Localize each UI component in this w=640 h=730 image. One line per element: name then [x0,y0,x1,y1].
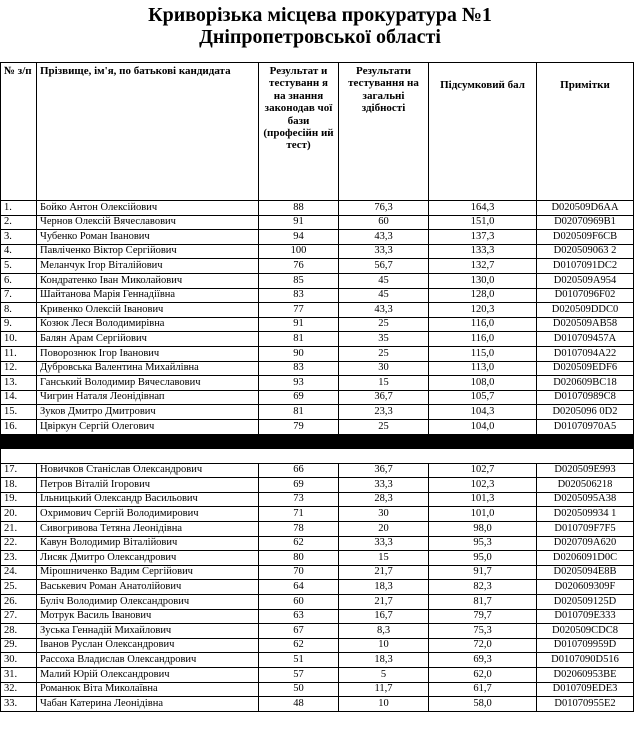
professional-test-score: 66 [259,463,339,478]
candidate-name: Кривенко Олексій Іванович [37,303,259,318]
total-score: 82,3 [429,580,537,595]
row-number: 10. [1,332,37,347]
professional-test-score: 94 [259,230,339,245]
candidate-name: Ганський Володимир Вячеславович [37,376,259,391]
candidate-name: Чернов Олексій Вячеславович [37,215,259,230]
general-abilities-score: 20 [339,522,429,537]
general-abilities-score: 15 [339,376,429,391]
candidate-code: D020609BC18 [537,376,634,391]
professional-test-score: 88 [259,201,339,216]
professional-test-score: 80 [259,551,339,566]
professional-test-score: 83 [259,288,339,303]
professional-test-score: 57 [259,668,339,683]
candidate-code: D0205095A38 [537,492,634,507]
candidate-name: Балян Арам Сергійович [37,332,259,347]
table-row [1,332,634,347]
row-number: 21. [1,522,37,537]
table-row [1,259,634,274]
professional-test-score: 51 [259,653,339,668]
total-score: 151,0 [429,215,537,230]
total-score: 116,0 [429,317,537,332]
candidate-code: D01070989C8 [537,390,634,405]
table-row [1,405,634,420]
table-row [1,668,634,683]
general-abilities-score: 36,7 [339,390,429,405]
total-score: 95,0 [429,551,537,566]
general-abilities-score: 25 [339,419,429,434]
candidate-name: Павліченко Віктор Сергійович [37,244,259,259]
total-score: 105,7 [429,390,537,405]
table-row [1,478,634,493]
professional-test-score: 90 [259,346,339,361]
total-score: 58,0 [429,697,537,712]
row-number: 16. [1,419,37,434]
general-abilities-score: 18,3 [339,580,429,595]
table-row [1,580,634,595]
candidate-name: Васькевич Роман Анатолійович [37,580,259,595]
candidate-code: D020509D6AA [537,201,634,216]
candidate-name: Козюк Леся Володимирівна [37,317,259,332]
candidate-code: D02070969B1 [537,215,634,230]
table-row [1,522,634,537]
total-score: 104,0 [429,419,537,434]
candidate-code: D020609309F [537,580,634,595]
candidate-code: D0107094A22 [537,346,634,361]
table-row [1,361,634,376]
row-number: 4. [1,244,37,259]
candidate-name: Рассоха Владислав Олександрович [37,653,259,668]
professional-test-score: 60 [259,595,339,610]
row-number: 7. [1,288,37,303]
table-row [1,492,634,507]
row-number: 29. [1,638,37,653]
candidate-name: Лисяк Дмитро Олександрович [37,551,259,566]
row-number: 12. [1,361,37,376]
total-score: 79,7 [429,609,537,624]
general-abilities-score: 23,3 [339,405,429,420]
table-row [1,230,634,245]
separator-gap [1,449,634,464]
total-score: 61,7 [429,682,537,697]
header-name: Прізвище, ім'я, по батькові кандидата [37,63,259,201]
candidate-code: D020509125D [537,595,634,610]
row-number: 22. [1,536,37,551]
total-score: 102,3 [429,478,537,493]
table-body-group-1 [1,201,634,435]
table-row [1,376,634,391]
total-score: 81,7 [429,595,537,610]
candidate-name: Ільницький Олександр Васильович [37,492,259,507]
general-abilities-score: 15 [339,551,429,566]
row-number: 26. [1,595,37,610]
total-score: 108,0 [429,376,537,391]
header-notes: Примітки [537,63,634,201]
candidate-name: Мотрук Василь Іванович [37,609,259,624]
candidate-name: Малий Юрій Олександрович [37,668,259,683]
row-number: 23. [1,551,37,566]
general-abilities-score: 21,7 [339,595,429,610]
row-number: 28. [1,624,37,639]
professional-test-score: 69 [259,478,339,493]
professional-test-score: 83 [259,361,339,376]
table-header-row [1,63,634,201]
title-line-2: Дніпропетровської області [199,26,441,48]
document-title [0,4,640,48]
professional-test-score: 62 [259,536,339,551]
general-abilities-score: 43,3 [339,230,429,245]
table-row [1,551,634,566]
total-score: 132,7 [429,259,537,274]
total-score: 133,3 [429,244,537,259]
candidate-name: Чигрин Наталя Леонідівнап [37,390,259,405]
professional-test-score: 63 [259,609,339,624]
general-abilities-score: 25 [339,317,429,332]
table-row [1,624,634,639]
total-score: 101,3 [429,492,537,507]
general-abilities-score: 18,3 [339,653,429,668]
candidate-name: Іванов Руслан Олександрович [37,638,259,653]
total-score: 164,3 [429,201,537,216]
candidate-name: Меланчук Ігор Віталійович [37,259,259,274]
table-row [1,463,634,478]
table-row [1,419,634,434]
professional-test-score: 69 [259,390,339,405]
candidate-name: Зуков Дмитро Дмитрович [37,405,259,420]
general-abilities-score: 45 [339,273,429,288]
candidate-code: D020509DDC0 [537,303,634,318]
candidate-name: Новичков Станіслав Олександрович [37,463,259,478]
table-row [1,390,634,405]
candidate-name: Охримович Сергій Володимирович [37,507,259,522]
candidate-code: D0107091DC2 [537,259,634,274]
row-number: 13. [1,376,37,391]
table-row [1,536,634,551]
candidate-name: Чубенко Роман Іванович [37,230,259,245]
row-number: 3. [1,230,37,245]
candidate-name: Сивогривова Тетяна Леонідівна [37,522,259,537]
professional-test-score: 100 [259,244,339,259]
general-abilities-score: 30 [339,361,429,376]
general-abilities-score: 56,7 [339,259,429,274]
header-professional-test: Результат и тестуванн я на знання законодав чої бази (професійн ий тест) [259,63,339,201]
professional-test-score: 81 [259,332,339,347]
candidate-name: Кавун Володимир Віталійович [37,536,259,551]
table-row [1,565,634,580]
candidate-name: Шайтанова Марія Геннадіївна [37,288,259,303]
row-number: 20. [1,507,37,522]
total-score: 115,0 [429,346,537,361]
professional-test-score: 76 [259,259,339,274]
candidate-code: D020509E993 [537,463,634,478]
candidate-code: D020506218 [537,478,634,493]
table-row [1,201,634,216]
candidate-code: D0205094E8B [537,565,634,580]
general-abilities-score: 33,3 [339,478,429,493]
candidate-name: Буліч Володимир Олександрович [37,595,259,610]
table-row [1,638,634,653]
general-abilities-score: 60 [339,215,429,230]
total-score: 101,0 [429,507,537,522]
table-row [1,697,634,712]
professional-test-score: 50 [259,682,339,697]
total-score: 128,0 [429,288,537,303]
candidate-code: D020509A954 [537,273,634,288]
general-abilities-score: 33,3 [339,536,429,551]
table-row [1,215,634,230]
candidate-code: D01070970A5 [537,419,634,434]
candidate-name: Петров Віталій Ігорович [37,478,259,493]
professional-test-score: 71 [259,507,339,522]
professional-test-score: 78 [259,522,339,537]
candidate-code: D01070955E2 [537,697,634,712]
candidate-code: D0107096F02 [537,288,634,303]
table-row [1,653,634,668]
general-abilities-score: 43,3 [339,303,429,318]
professional-test-score: 67 [259,624,339,639]
row-number: 15. [1,405,37,420]
total-score: 102,7 [429,463,537,478]
total-score: 116,0 [429,332,537,347]
row-number: 33. [1,697,37,712]
row-number: 30. [1,653,37,668]
candidate-code: D010709EDE3 [537,682,634,697]
row-number: 19. [1,492,37,507]
candidate-name: Цвіркун Сергій Олегович [37,419,259,434]
candidate-code: D020509CDC8 [537,624,634,639]
candidate-code: D020509063 2 [537,244,634,259]
total-score: 113,0 [429,361,537,376]
general-abilities-score: 45 [339,288,429,303]
table-row [1,682,634,697]
candidate-code: D010709E333 [537,609,634,624]
row-number: 5. [1,259,37,274]
candidate-code: D020509EDF6 [537,361,634,376]
header-num: № з/п [1,63,37,201]
total-score: 130,0 [429,273,537,288]
candidate-code: D020509AB58 [537,317,634,332]
candidate-code: D010709F7F5 [537,522,634,537]
general-abilities-score: 5 [339,668,429,683]
header-general-abilities: Результати тестування на загальні здібності [339,63,429,201]
general-abilities-score: 21,7 [339,565,429,580]
candidate-name: Чабан Катерина Леонідівна [37,697,259,712]
row-number: 31. [1,668,37,683]
general-abilities-score: 28,3 [339,492,429,507]
professional-test-score: 70 [259,565,339,580]
candidate-name: Дубровська Валентина Михайлівна [37,361,259,376]
professional-test-score: 85 [259,273,339,288]
table-body-group-2 [1,463,634,711]
candidate-name: Зуська Геннадій Михайлович [37,624,259,639]
total-score: 72,0 [429,638,537,653]
table-row [1,346,634,361]
total-score: 98,0 [429,522,537,537]
professional-test-score: 91 [259,317,339,332]
candidate-name: Кондратенко Іван Миколайович [37,273,259,288]
total-score: 95,3 [429,536,537,551]
total-score: 75,3 [429,624,537,639]
candidate-name: Мірошниченко Вадим Сергійович [37,565,259,580]
candidate-name: Поворознюк Ігор Іванович [37,346,259,361]
candidate-code: D020509F6CB [537,230,634,245]
table-separator [1,434,634,463]
professional-test-score: 81 [259,405,339,420]
table-row [1,595,634,610]
general-abilities-score: 36,7 [339,463,429,478]
professional-test-score: 73 [259,492,339,507]
candidate-code: D020509934 1 [537,507,634,522]
row-number: 18. [1,478,37,493]
total-score: 69,3 [429,653,537,668]
table-row [1,273,634,288]
total-score: 120,3 [429,303,537,318]
professional-test-score: 48 [259,697,339,712]
candidate-code: D0205096 0D2 [537,405,634,420]
candidate-code: D010709457A [537,332,634,347]
general-abilities-score: 25 [339,346,429,361]
general-abilities-score: 8,3 [339,624,429,639]
total-score: 137,3 [429,230,537,245]
row-number: 8. [1,303,37,318]
candidate-code: D02060953BE [537,668,634,683]
table-row [1,609,634,624]
total-score: 62,0 [429,668,537,683]
professional-test-score: 77 [259,303,339,318]
candidate-name: Бойко Антон Олексійович [37,201,259,216]
professional-test-score: 93 [259,376,339,391]
general-abilities-score: 30 [339,507,429,522]
total-score: 104,3 [429,405,537,420]
candidate-code: D020709A620 [537,536,634,551]
row-number: 32. [1,682,37,697]
professional-test-score: 62 [259,638,339,653]
separator-bar [1,434,634,449]
professional-test-score: 91 [259,215,339,230]
table-row [1,317,634,332]
candidate-name: Романюк Віта Миколаївна [37,682,259,697]
professional-test-score: 64 [259,580,339,595]
row-number: 1. [1,201,37,216]
table-row [1,507,634,522]
general-abilities-score: 10 [339,638,429,653]
row-number: 27. [1,609,37,624]
table-row [1,244,634,259]
general-abilities-score: 16,7 [339,609,429,624]
general-abilities-score: 35 [339,332,429,347]
candidate-code: D010709959D [537,638,634,653]
candidate-code: D0107090D516 [537,653,634,668]
total-score: 91,7 [429,565,537,580]
results-table [0,62,634,712]
row-number: 6. [1,273,37,288]
row-number: 11. [1,346,37,361]
professional-test-score: 79 [259,419,339,434]
table-row [1,288,634,303]
row-number: 2. [1,215,37,230]
title-line-1: Криворізька місцева прокуратура №1 [148,4,492,26]
general-abilities-score: 11,7 [339,682,429,697]
row-number: 14. [1,390,37,405]
row-number: 24. [1,565,37,580]
header-total-score: Підсумковий бал [429,63,537,201]
general-abilities-score: 10 [339,697,429,712]
row-number: 9. [1,317,37,332]
general-abilities-score: 33,3 [339,244,429,259]
row-number: 25. [1,580,37,595]
table-row [1,303,634,318]
row-number: 17. [1,463,37,478]
general-abilities-score: 76,3 [339,201,429,216]
candidate-code: D0206091D0C [537,551,634,566]
